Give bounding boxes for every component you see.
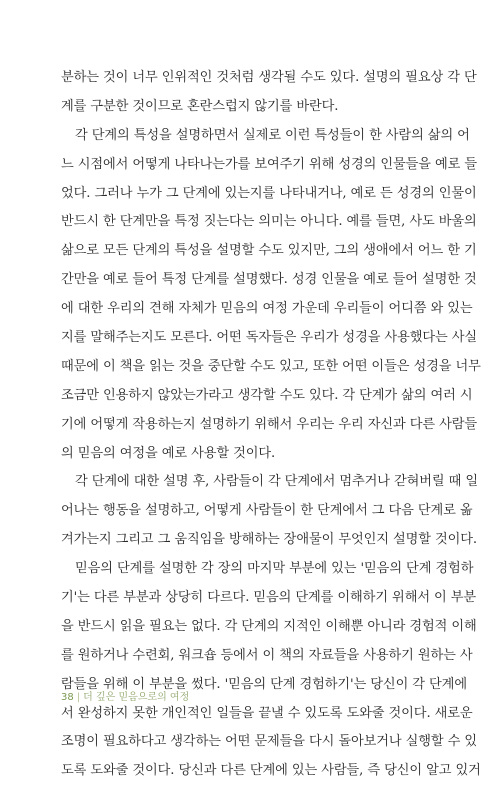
footer-separator: | [76,692,81,703]
text-line: 어나는 행동을 설명하고, 어떻게 사람들이 한 단계에서 그 다음 단계로 옮 [61,503,473,519]
text-line: 기'는 다른 부분과 상당히 다르다. 믿음의 단계를 이해하기 위해서 이 부분 [61,590,477,606]
text-line: 의 믿음의 여정을 예로 사용할 것이다. [61,445,276,461]
text-line: 각 단계의 특성을 설명하면서 실제로 이런 특성들이 한 사람의 삶의 어 [75,127,470,143]
text-line: 서 완성하지 못한 개인적인 일들을 끝낼 수 있도록 도와줄 것이다. 새로운 [61,705,473,721]
body-text [61,64,481,786]
text-line: 도록 도와줄 것이다. 당신과 다른 단계에 있는 사람들, 즉 당신이 알고 있거 [61,763,481,779]
text-line: 을 반드시 읽을 필요는 없다. 각 단계의 지적인 이해뿐 아니라 경험적 이해 [61,618,477,634]
text-line: 겨가는지 그리고 그 움직임을 방해하는 장애물이 무엇인지 설명할 것이다. [61,532,477,548]
text-line: 조명이 필요하다고 생각하는 어떤 문제들을 다시 돌아보거나 실행할 수 있 [61,734,477,750]
running-title: 더 깊은 믿음으로의 여정 [83,692,190,703]
text-line: 분하는 것이 너무 인위적인 것처럼 생각될 수도 있다. 설명의 필요상 각 단 [61,70,477,85]
text-line: 믿음의 단계를 설명한 각 장의 마지막 부분에 있는 '믿음의 단계 경험하 [75,561,474,577]
text-line: 삶으로 모든 단계의 특성을 설명할 수도 있지만, 그의 생애에서 어느 한 기 [61,243,477,259]
text-line: 람들을 위해 이 부분을 썼다. '믿음의 단계 경험하기'는 당신이 각 단계에 [61,676,467,692]
page-number: 38 [61,692,74,703]
text-line: 계를 구분한 것이므로 혼란스럽지 않기를 바란다. [61,98,339,114]
text-line: 기에 어떻게 작용하는지 설명하기 위해서 우리는 우리 자신과 다른 사람들 [61,416,477,432]
text-line: 반드시 한 단계만을 특정 짓는다는 의미는 아니다. 예를 들면, 사도 바울의 [61,214,477,230]
text-line: 간만을 예로 들어 특정 단계를 설명했다. 성경 인물을 예로 들어 설명한 것 [61,272,477,288]
text-line: 었다. 그러나 누가 그 단계에 있는지를 나타내거나, 예로 든 성경의 인물이 [61,185,477,201]
text-line: 때문에 이 책을 읽는 것을 중단할 수도 있고, 또한 어떤 이들은 성경을 너무 [61,358,481,374]
text-line: 에 대한 우리의 견해 자체가 믿음의 여정 가운데 우리들이 어디쯤 와 있는 [61,301,473,317]
text-line: 각 단계에 대한 설명 후, 사람들이 각 단계에서 멈추거나 갇혀버릴 때 일 [75,474,478,490]
text-line: 지를 말해주는지도 모른다. 어떤 독자들은 우리가 성경을 사용했다는 사실 [61,330,477,346]
text-line: 조금만 인용하지 않았는가라고 생각할 수도 있다. 각 단계가 삶의 여러 시 [61,387,473,403]
text-line: 느 시점에서 어떻게 나타나는가를 보여주기 위해 성경의 인물들을 예로 들 [61,156,477,172]
page-footer [61,688,189,703]
text-line: 를 원하거나 수련회, 워크숍 등에서 이 책의 자료들을 사용하기 원하는 사 [61,647,473,663]
